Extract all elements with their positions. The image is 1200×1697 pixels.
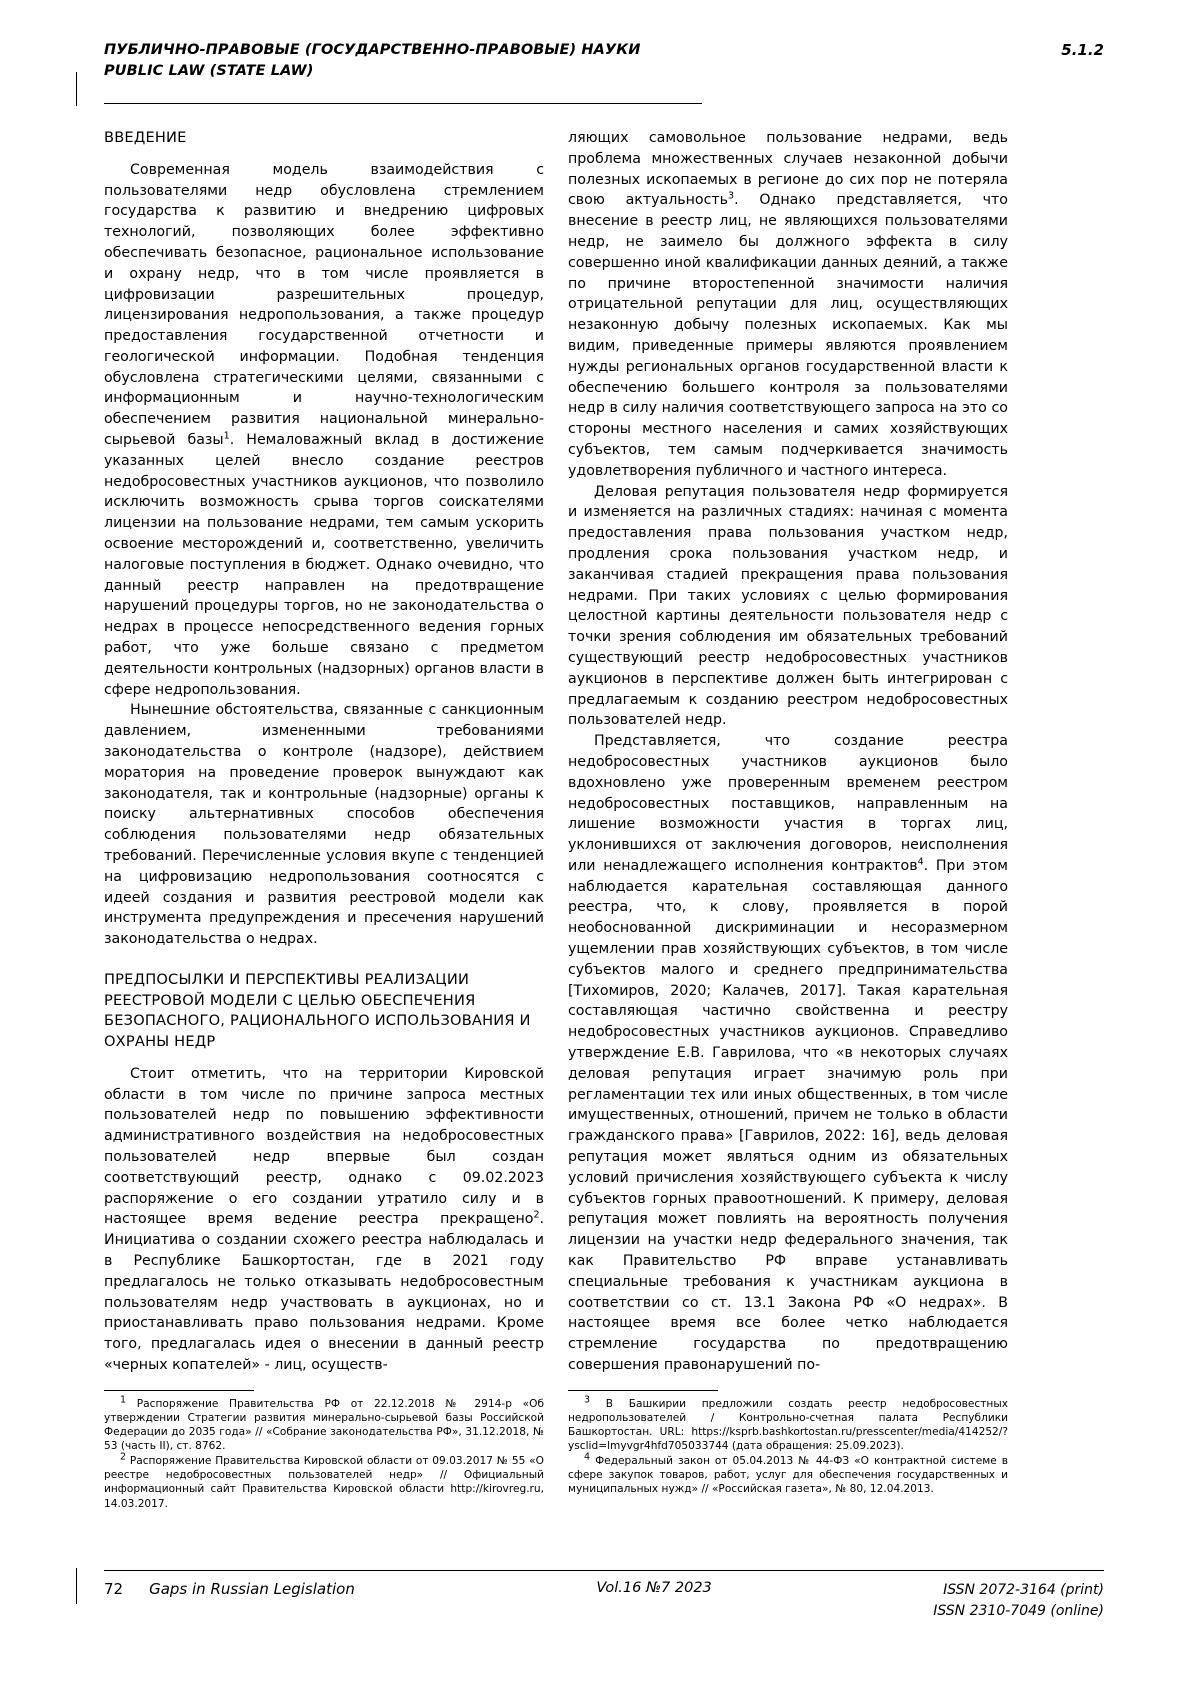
header-divider	[104, 103, 702, 104]
issn-online: ISSN 2310-7049 (online)	[933, 1603, 1104, 1619]
paragraph	[104, 1064, 544, 1376]
footnote-divider	[104, 1390, 254, 1391]
footnote-number: 1	[120, 1394, 127, 1406]
paragraph-text-tail: . Однако представляется, что внесение в реестр лиц, не являющихся пользователями недр, не заимело бы должного эффекта в силу совершенно иной квалификации данных деяний, а также по причине второстепенной значимости наличия отрицательной репутации для лиц, осуществляющих незаконную добычу полезных ископаемых. Как мы видим, приведенные примеры являются проявлением нужды региональных органов государственной власти к обеспечению большего контроля за пользователями недр в силу наличия соответствующего запроса на это со стороны местного населения и самих хозяйствующих субъектов, тем самым подчеркивается значимость удовлетворения публичного и частного интереса.	[568, 192, 1008, 479]
header-section-code: 5.1.2	[1061, 41, 1104, 59]
crop-mark-top	[76, 72, 77, 106]
header-titles	[104, 40, 640, 82]
footnote-marker-2: 2	[533, 1209, 540, 1221]
volume-issue: Vol.16 №7 2023	[596, 1580, 712, 1596]
footnote-text: Распоряжение Правительства РФ от 22.12.2018 № 2914-р «Об утверждении Стратегии развития минерально-сырьевой базы Российской Федерации до 2035 года» // «Собрание законодательства РФ», 31.12.2018, № 53 (часть II), ст. 8762.	[104, 1398, 544, 1453]
journal-title: Gaps in Russian Legislation	[149, 1580, 355, 1598]
footnotes-left	[104, 1390, 544, 1512]
footnote-item	[568, 1394, 1008, 1453]
paragraph-text-tail: . При этом наблюдается карательная составляющая данного реестра, что, к слову, проявляется в порой необоснованной дискриминации и несоразмерном ущемлении прав хозяйствующих субъектов, в том числе субъектов малого и среднего предпринимательства [Тихомиров, 2020; Калачев, 2017]. Такая карательная составляющая частично свойственна и реестру недобросовестных участников аукционов. Справедливо утверждение Е.В. Гаврилова, что «в некоторых случаях деловая репутация играет значимую роль при регламентации тех или иных общественных, в том числе имущественных, отношений, причем не только в области гражданского права» [Гаврилов, 2022: 16], ведь деловая репутация может являться одним из обязательных условий причисления хозяйствующего субъекта к числу субъектов горных правоотношений. К примеру, деловая репутация может повлиять на вероятность получения лицензии на участки недр федерального значения, так как Правительство РФ вправе устанавливать специальные требования к участникам аукциона в соответствии со ст. 13.1 Закона РФ «О недрах». В настоящее время все более четко наблюдается стремление государства по предотвращению совершения правонарушений по-	[568, 857, 1008, 1374]
header-title-en: PUBLIC LAW (STATE LAW)	[104, 63, 314, 80]
footnote-number: 2	[120, 1451, 127, 1463]
paragraph: Деловая репутация пользователя недр формируется и изменяется на различных стадиях: начиная с момента предоставления права пользования участком недр, продления срока пользования участком недр, и заканчивая стадией прекращения права пользования недрами. При таких условиях с целью формирования целостной картины деятельности пользователя недр с точки зрения соблюдения им обязательных требований существующий реестр недобросовестных участников аукционов в перспективе должен быть интегрирован с предлагаемым к созданию реестром недобросовестных пользователей недр.	[568, 483, 1008, 729]
paragraph: Нынешние обстоятельства, связанные с санкционным давлением, измененными требованиями законодательства о контроле (надзоре), действием моратория на проведение проверок вынуждают как законодателя, так и контрольные (надзорные) органы к поиску альтернативных способов обеспечения соблюдения пользователями недр обязательных требований. Перечисленные условия вкупе с тенденцией на цифровизацию недропользования соотносятся с идеей создания и развития реестровой модели как инструмента предупреждения и пресечения нарушений законодательства о недрах.	[104, 702, 544, 948]
paragraph-text: ляющих самовольное пользование недрами, ведь проблема множественных случаев незаконной добычи полезных ископаемых в регионе до сих пор не потеряла свою актуальность	[568, 130, 1008, 209]
page-number: 72	[104, 1580, 124, 1598]
section-heading-prerequisites: ПРЕДПОСЫЛКИ И ПЕРСПЕКТИВЫ РЕАЛИЗАЦИИ РЕЕСТРОВОЙ МОДЕЛИ С ЦЕЛЬЮ ОБЕСПЕЧЕНИЯ БЕЗОПАСНОГО, РАЦИОНАЛЬНОГО ИСПОЛЬЗОВАНИЯ И ОХРАНЫ НЕДР	[104, 971, 531, 1051]
paragraph	[568, 731, 1008, 1376]
footnote-text: Распоряжение Правительства Кировской области от 09.03.2017 № 55 «О реестре недобросовестных пользователей недр» // Официальный информационный сайт Правительства Кировской области http://kirovreg.ru, 14.03.2017.	[104, 1455, 544, 1510]
paragraph-text-tail: . Немаловажный вклад в достижение указанных целей внесло создание реестров недобросовестных участников аукционов, что позволило исключить возможность срыва торгов соискателями лицензии на пользование недрами, тем самым ускорить освоение месторождений и, соответственно, увеличить налоговые поступления в бюджет. Однако очевидно, что данный реестр направлен на предотвращение нарушений процедуры торгов, но не законодательства о недрах в процессе непосредственного ведения горных работ, что уже больше связано с предметом деятельности контрольных (надзорных) органов власти в сфере недропользования.	[104, 432, 544, 698]
right-column	[568, 128, 1008, 1376]
footnote-item	[568, 1451, 1008, 1496]
footnote-divider	[568, 1390, 718, 1391]
footnote-text: Федеральный закон от 05.04.2013 № 44-ФЗ «О контрактной системе в сфере закупок товаров, работ, услуг для обеспечения государственных и муниципальных нужд» // «Российская газета», № 80, 12.04.2013.	[568, 1455, 1008, 1496]
left-column	[104, 128, 544, 1376]
footnote-marker-3: 3	[728, 190, 735, 202]
footnote-marker-4: 4	[917, 856, 924, 868]
paragraph-text-tail: . Инициатива о создании схожего реестра наблюдалась и в Республике Башкортостан, где в 2021 году предлагалось не только отказывать недобросовестным пользователям недр участвовать в аукционах, но и приостанавливать право пользования недрами. Кроме того, предлагалась идея о внесении в данный реестр «черных копателей» - лиц, осуществ-	[104, 1211, 544, 1374]
issn-print: ISSN 2072-3164 (print)	[943, 1582, 1104, 1598]
footnote-item	[104, 1394, 544, 1453]
section-heading-introduction: ВВЕДЕНИЕ	[104, 129, 187, 146]
paragraph-text: Современная модель взаимодействия с пользователями недр обусловлена стремлением государства к развитию и внедрению цифровых технологий, позволяющих более эффективно обеспечивать безопасное, рациональное использование и охрану недр, что в том числе проявляется в цифровизации разрешительных процедур, лицензирования недропользования, а также процедур предоставления государственной отчетности и геологической информации. Подобная тенденция обусловлена стратегическими целями, связанными с информационным и научно-технологическим обеспечением развития национальной минерально-сырьевой базы	[104, 161, 544, 449]
footnote-item	[104, 1451, 544, 1510]
header-title-ru: ПУБЛИЧНО-ПРАВОВЫЕ (ГОСУДАРСТВЕННО-ПРАВОВЫЕ) НАУКИ	[104, 42, 641, 58]
paragraph-text: Стоит отметить, что на территории Кировской области в том числе по причине запроса местных пользователей недр по повышению эффективности административного воздействия на недобросовестных пользователей недр впервые был создан соответствующий реестр, однако с 09.02.2023 распоряжение о его создании утратило силу и в настоящее время ведение реестра прекращено	[104, 1065, 544, 1228]
paragraph-text: Представляется, что создание реестра недобросовестных участников аукционов было вдохновлено уже проверенным временем реестром недобросовестных поставщиков, направленным на лишение возможности участия в торгах лиц, уклонившихся от заключения договоров, неисполнения или ненадлежащего исполнения контрактов	[568, 733, 1008, 874]
paragraph	[104, 160, 544, 701]
footer-divider	[104, 1570, 1104, 1571]
page-header	[104, 40, 1104, 82]
paragraph	[568, 128, 1008, 482]
footnote-text: В Башкирии предложили создать реестр недобросовестных недропользователей / Контрольно-счетная палата Республики Башкортостан. URL: https://ksprb.bashkortostan.ru/presscenter/media/414252/?ysclid=lmyvgr4hfd705033744 (дата обращения: 25.09.2023).	[568, 1398, 1008, 1453]
footnotes-right	[568, 1390, 1008, 1498]
footnote-number: 4	[584, 1451, 591, 1463]
crop-mark-bottom	[76, 1568, 77, 1604]
footnote-number: 3	[584, 1394, 591, 1406]
page-footer	[104, 1580, 1104, 1622]
footnote-marker-1: 1	[223, 430, 230, 442]
